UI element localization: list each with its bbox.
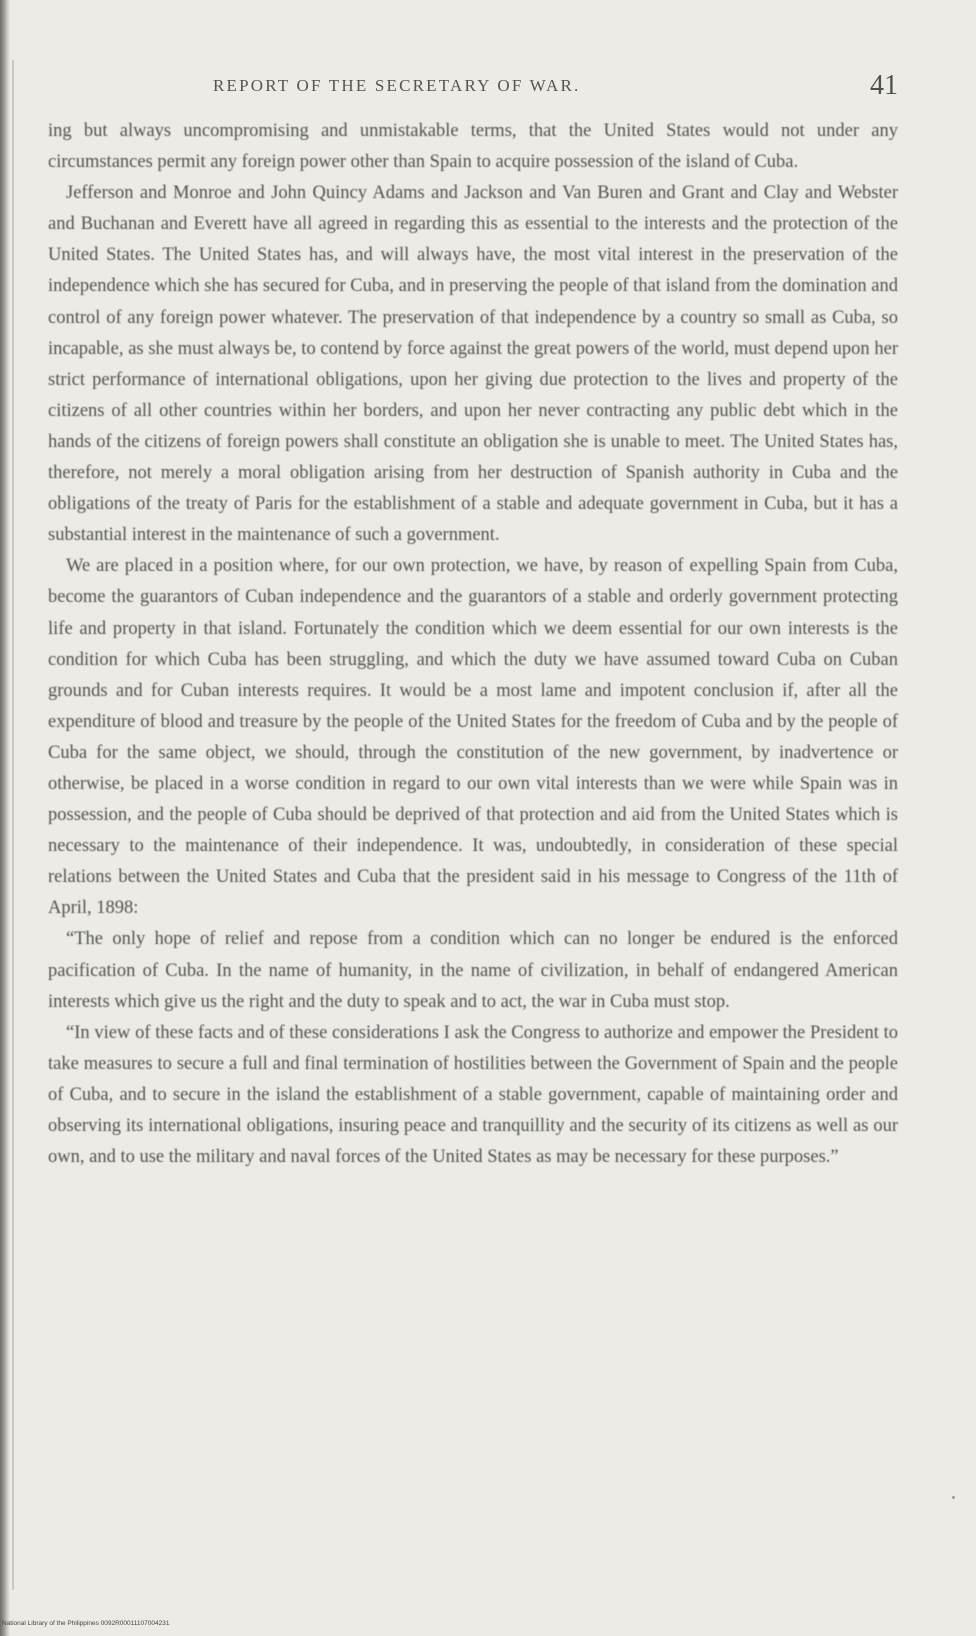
scan-footer-label: National Library of the Philippines 0092R00011107004231 — [2, 1620, 170, 1627]
page-fold-line — [12, 60, 14, 1590]
page-binding-edge — [0, 0, 10, 1636]
paragraph-presidents: Jefferson and Monroe and John Quincy Adams and Jackson and Van Buren and Grant and Clay and Webster and Buchanan and Everett have all agreed in regarding this as essential to the interests and the protection of the United States. The United States has, and will always have, the most vital interest in the preservation of the independence which she has secured for Cuba, and in preserving the people of that island from the domination and control of any foreign power whatever. The preservation of that independence by a country so small as Cuba, so incapable, as she must always be, to contend by force against the great powers of the world, must depend upon her strict performance of international obligations, upon her giving due protection to the lives and property of the citizens of all other countries within her borders, and upon her never contracting any public debt which in the hands of the citizens of foreign powers shall constitute an obligation she is unable to meet. The United States has, therefore, not merely a moral obligation arising from her destruction of Spanish authority in Cuba and the obligations of the treaty of Paris for the establishment of a stable and adequate government in Cuba, but it has a substantial interest in the maintenance of such a government. — [48, 183, 898, 546]
page-number: 41 — [870, 70, 898, 101]
paragraph-quote-congress: “In view of these facts and of these considerations I ask the Congress to authorize and empower the President to take measures to secure a full and final termination of hostilities between the Government of Spain and the people of Cuba, and to secure in the island the establishment of a stable government, capable of maintaining order and observing its international obligations, insuring peace and tranquillity and the security of its citizens as well as our own, and to use the military and naval forces of the United States as may be necessary for these purposes.” — [48, 1022, 898, 1168]
page-header — [48, 70, 898, 110]
paragraph-quote-relief: “The only hope of relief and repose from a condition which can no longer be endured is the enforced pacification of Cuba. In the name of humanity, in the name of civilization, in behalf of endangered American interests which give us the right and the duty to speak and to act, the war in Cuba must stop. — [48, 929, 898, 1012]
scan-speck — [952, 1496, 955, 1499]
body-text — [48, 116, 898, 1173]
paragraph-continuation: ing but always uncompromising and unmistakable terms, that the United States would not under any circumstances permit any foreign power other than Spain to acquire possession of the island of Cuba. — [48, 121, 898, 173]
running-head: REPORT OF THE SECRETARY OF WAR. — [213, 76, 581, 95]
paragraph-guarantors: We are placed in a position where, for our own protection, we have, by reason of expelling Spain from Cuba, become the guarantors of Cuban independence and the guarantors of a stable and orderly government protecting life and property in that island. Fortunately the condition which we deem essential for our own interests is the condition for which Cuba has been struggling, and which the duty we have assumed toward Cuba on Cuban grounds and for Cuban interests requires. It would be a most lame and impotent conclusion if, after all the expenditure of blood and treasure by the people of the United States for the freedom of Cuba and by the people of Cuba for the same object, we should, through the constitution of the new government, by inadvertence or otherwise, be placed in a worse condition in regard to our own vital interests than we were while Spain was in possession, and the people of Cuba should be deprived of that protection and aid from the United States which is necessary to the maintenance of their independence. It was, undoubtedly, in consideration of these special relations between the United States and Cuba that the president said in his message to Congress of the 11th of April, 1898: — [48, 556, 898, 919]
